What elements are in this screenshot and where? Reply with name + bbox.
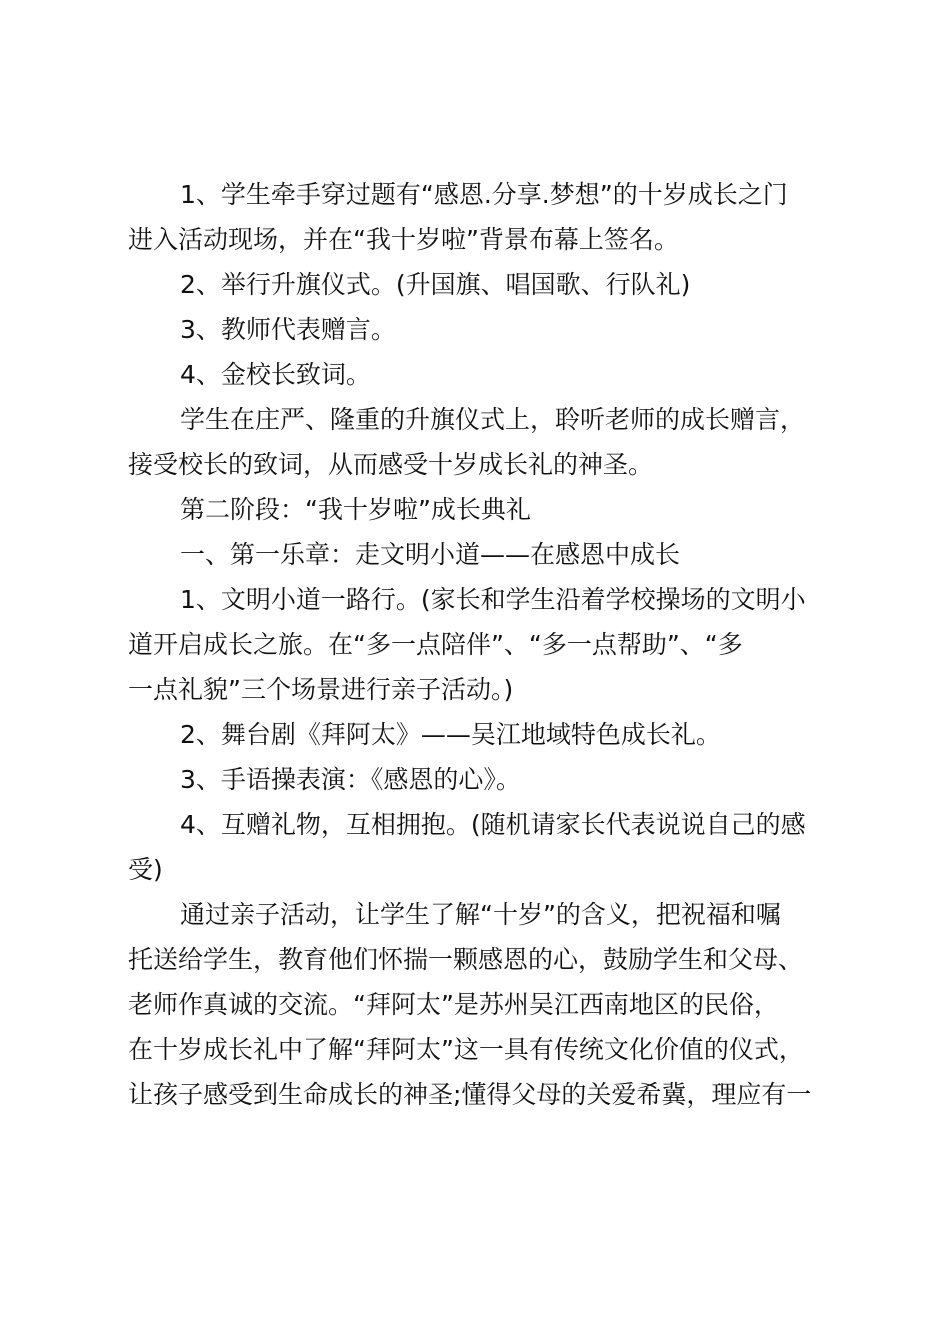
text-line: 接受校长的致词，从而感受十岁成长礼的神圣。 xyxy=(128,450,654,479)
text-line: 道开启成长之旅。在“多一点陪伴”、“多一点帮助”、“多 xyxy=(128,630,743,659)
text-line: 受) xyxy=(128,855,163,884)
text-line: 托送给学生，教育他们怀揣一颗感恩的心，鼓励学生和父母、 xyxy=(128,945,804,974)
text-line: 通过亲子活动，让学生了解“十岁”的含义，把祝福和嘱 xyxy=(180,900,781,929)
text-line: 3、教师代表赠言。 xyxy=(180,315,396,344)
text-line: 学生在庄严、隆重的升旗仪式上，聆听老师的成长赠言， xyxy=(180,405,806,434)
subsection-heading: 一、第一乐章：走文明小道——在感恩中成长 xyxy=(180,540,681,569)
text-line: 老师作真诚的交流。“拜阿太”是苏州吴江西南地区的民俗， xyxy=(128,990,779,1019)
text-line: 1、文明小道一路行。(家长和学生沿着学校操场的文明小 xyxy=(180,585,806,614)
text-line: 3、手语操表演：《感恩的心》。 xyxy=(180,765,521,794)
text-line: 4、金校长致词。 xyxy=(180,360,371,389)
text-line: 进入活动现场，并在“我十岁啦”背景布幕上签名。 xyxy=(128,225,679,254)
text-line: 2、举行升旗仪式。(升国旗、唱国歌、行队礼) xyxy=(180,270,691,299)
text-line: 2、舞台剧《拜阿太》——吴江地域特色成长礼。 xyxy=(180,720,721,749)
section-heading: 第二阶段：“我十岁啦”成长典礼 xyxy=(180,495,531,524)
text-line: 在十岁成长礼中了解“拜阿太”这一具有传统文化价值的仪式， xyxy=(128,1035,804,1064)
text-line: 一点礼貌”三个场景进行亲子活动。) xyxy=(128,675,514,704)
text-line: 4、互赠礼物，互相拥抱。(随机请家长代表说说自己的感 xyxy=(180,810,806,839)
text-line: 让孩子感受到生命成长的神圣;懂得父母的关爱希冀，理应有一 xyxy=(128,1080,812,1109)
text-line: 1、学生牵手穿过题有“感恩.分享.梦想”的十岁成长之门 xyxy=(180,180,788,209)
